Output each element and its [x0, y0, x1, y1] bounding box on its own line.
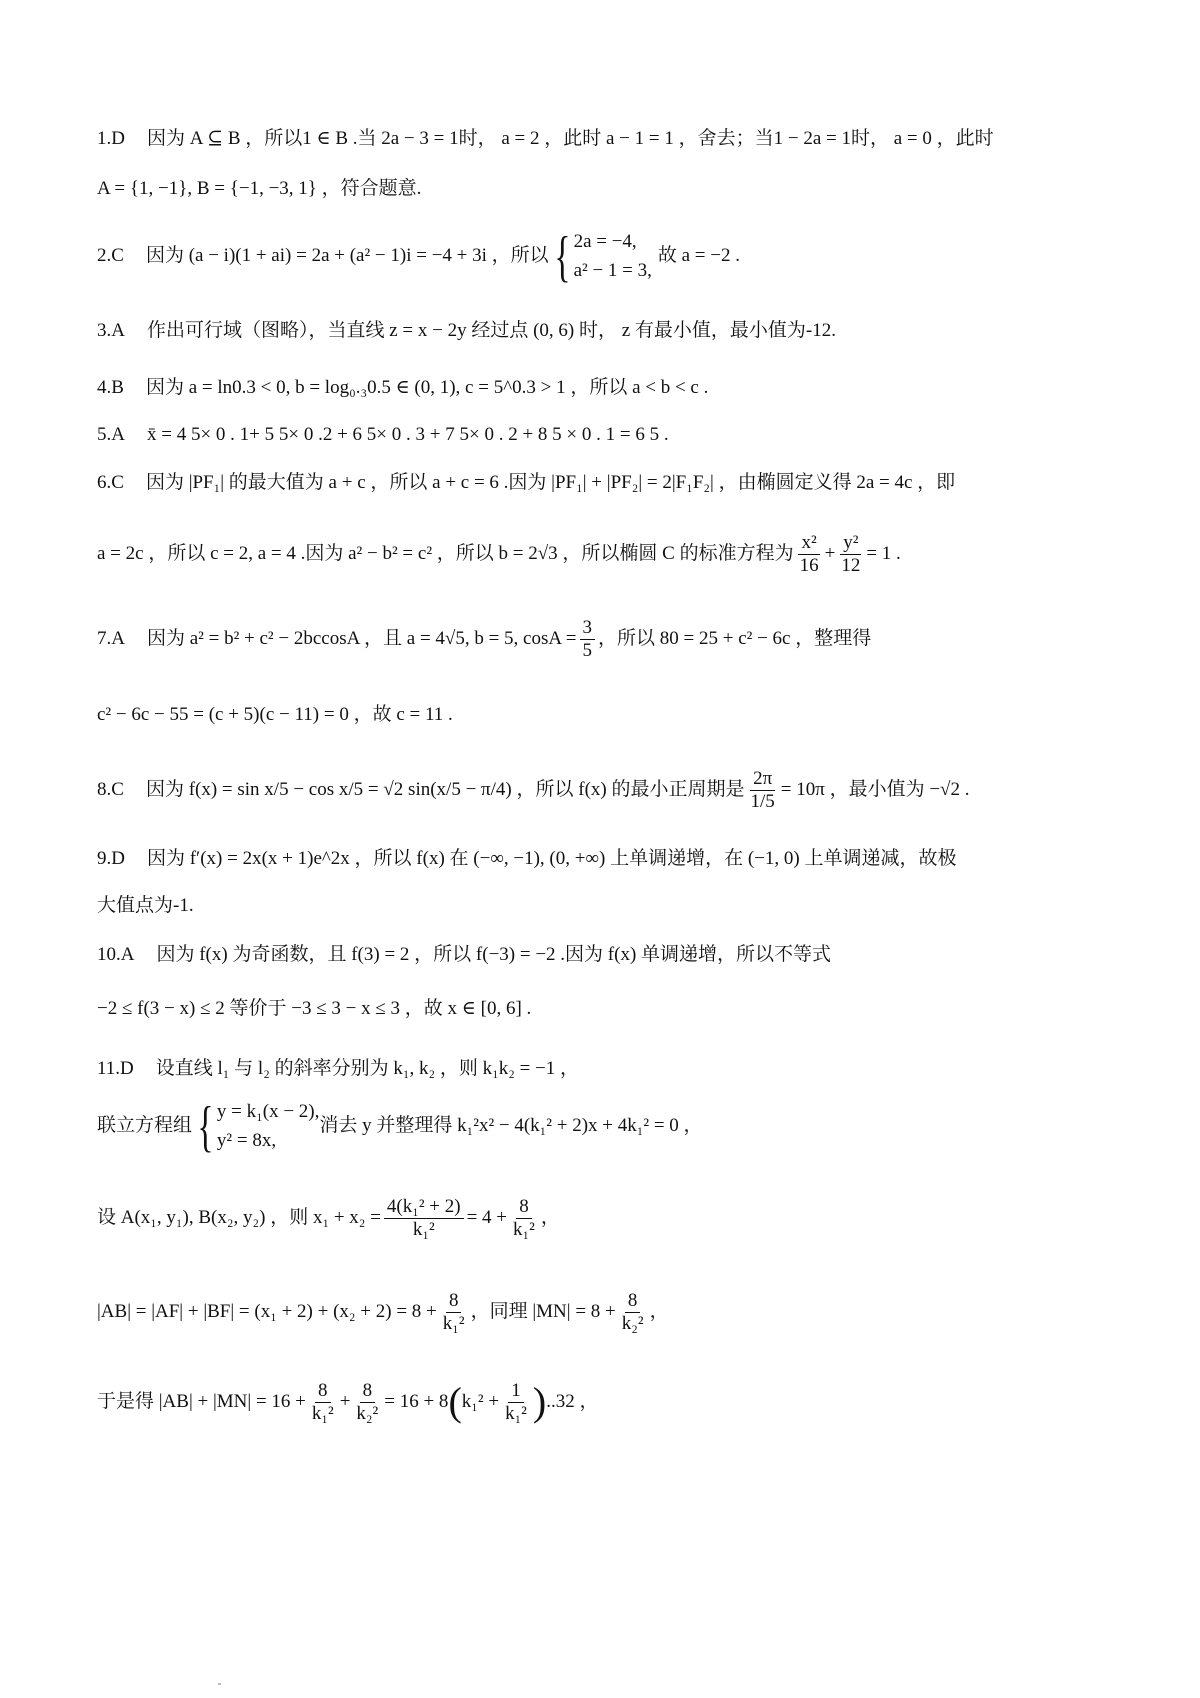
fraction-sum: $\frac{\text{4(k₁² + 2)}}{\text{k₁²}}$	[384, 1196, 464, 1241]
solution-11-line-5: 于是得 |AB| + |MN| = 16 + $\frac{8}{\text{k₁²}}$ + $\frac{8}{\text{k₂²}}$ = 16 + 8 ( k₁² + $\frac{1}{\text{k₁²}}$ ) ..32 ，	[97, 1379, 599, 1425]
solution-8: 8.C 因为 f(x) = sin x/5 − cos x/5 = √2 sin(x/5 − π/4) ，所以 f(x) 的最小正周期是 $\frac{2\pi}{1/5}$ = 10π ，最小值为 −√2 .	[97, 768, 970, 812]
fraction-8-k1: $\frac{8}{\text{k₁²}}$	[311, 1380, 334, 1424]
solution-7-line-2: c² − 6c − 55 = (c + 5)(c − 11) = 0 ，故 c = 11 .	[97, 704, 453, 725]
solution-6-line-1: 6.C 因为 |PF₁| 的最大值为 a + c ，所以 a + c = 6 .因为 |PF₁| + |PF₂| = 2|F₁F₂| ，由椭圆定义得 2a = 4c ，即	[97, 472, 956, 493]
solution-11-line-4: |AB| = |AF| + |BF| = (x₁ + 2) + (x₂ + 2) = 8 + $\frac{8}{\text{k₁²}}$ ，同理 |MN| = 8 + $\frac{8}{\text{k₂²}}$ ，	[97, 1290, 669, 1334]
solution-1-line-2: A = {1, −1}, B = {−1, −3, 1} ，符合题意.	[97, 178, 422, 199]
equation-system: { 2a = −4, a² − 1 = 3,	[554, 225, 652, 288]
fraction-8-k2: $\frac{8}{\text{k₂²}}$	[356, 1380, 379, 1424]
solution-7-line-1: 7.A 因为 a² = b² + c² − 2bccosA ，且 a = 4√5, b = 5, cosA = $\frac{3}{5}$ ，所以 80 = 25 + c² − 6c ，整理得	[97, 617, 872, 661]
solution-11-line-1: 11.D 设直线 l₁ 与 l₂ 的斜率分别为 k₁, k₂ ，则 k₁k₂ = −1 ，	[97, 1058, 580, 1079]
fraction-period: $\frac{2\pi}{1/5}$	[750, 768, 775, 812]
solution-9-line-1: 9.D 因为 f′(x) = 2x(x + 1)e^2x ，所以 f(x) 在 (−∞, −1), (0, +∞) 上单调递增，在 (−1, 0) 上单调递减，故极	[97, 848, 957, 869]
fraction-8-k1: $\frac{8}{\text{k₁²}}$	[442, 1290, 465, 1334]
fraction-1-k1: $\frac{1}{\text{k₁²}}$	[505, 1380, 527, 1424]
solution-2: 2.C 因为 (a − i)(1 + ai) = 2a + (a² − 1)i = −4 + 3i ，所以 { 2a = −4, a² − 1 = 3, 故 a = −2 .	[97, 225, 740, 288]
solution-5: 5.A x̄ = 4 5× 0 . 1+ 5 5× 0 .2 + 6 5× 0 . 3 + 7 5× 0 . 2 + 8 5 × 0 . 1 = 6 5 .	[97, 424, 669, 445]
solution-11-line-2: 联立方程组 { y = k₁(x − 2), y² = 8x, 消去 y 并整理得 k₁²x² − 4(k₁² + 2)x + 4k₁² = 0 ，	[97, 1095, 703, 1158]
fraction-3-5: $\frac{3}{5}$	[580, 617, 596, 662]
solution-9-line-2: 大值点为-1.	[97, 895, 194, 916]
fraction-8-k1: $\frac{8}{\text{k₁²}}$	[513, 1196, 535, 1240]
solution-3: 3.A 作出可行域（图略），当直线 z = x − 2y 经过点 (0, 6) 时， z 有最小值，最小值为-12.	[97, 320, 837, 341]
solution-11-line-3: 设 A(x₁, y₁), B(x₂, y₂) ，则 x₁ + x₂ = $\frac{\text{4(k₁² + 2)}}{\text{k₁²}}$ = 4 + $\frac{8}{\text{k₁²}}$ ，	[97, 1196, 560, 1240]
fraction-8-k2: $\frac{8}{\text{k₂²}}$	[621, 1290, 644, 1334]
fraction-y2-12: $\frac{\text{y²}}{12}$	[841, 532, 861, 576]
paren-open: (	[448, 1379, 462, 1425]
fraction-x2-16: $\frac{\text{x²}}{16}$	[799, 532, 819, 576]
page-marker	[218, 1683, 221, 1685]
solution-10-line-1: 10.A 因为 f(x) 为奇函数，且 f(3) = 2 ，所以 f(−3) = −2 .因为 f(x) 单调递增，所以不等式	[97, 944, 832, 965]
equation-system: { y = k₁(x − 2), y² = 8x,	[197, 1095, 320, 1158]
paren-close: )	[532, 1379, 547, 1425]
solution-6-line-2: a = 2c ，所以 c = 2, a = 4 .因为 a² − b² = c² ，所以 b = 2√3 ，所以椭圆 C 的标准方程为 $\frac{\text{x²}}{16}$ + $\frac{\text{y²}}{12}$ = 1 .	[97, 532, 901, 576]
solution-4: 4.B 因为 a = ln0.3 < 0, b = log₀.₃0.5 ∈ (0, 1), c = 5^0.3 > 1 ，所以 a < b < c .	[97, 377, 709, 398]
solution-1-line-1: 1.D 因为 A ⊆ B ，所以1 ∈ B .当 2a − 3 = 1时， a = 2 ，此时 a − 1 = 1 ，舍去；当1 − 2a = 1时， a = 0 ，此时	[97, 128, 994, 149]
solution-10-line-2: −2 ≤ f(3 − x) ≤ 2 等价于 −3 ≤ 3 − x ≤ 3 ，故 x ∈ [0, 6] .	[97, 998, 532, 1019]
